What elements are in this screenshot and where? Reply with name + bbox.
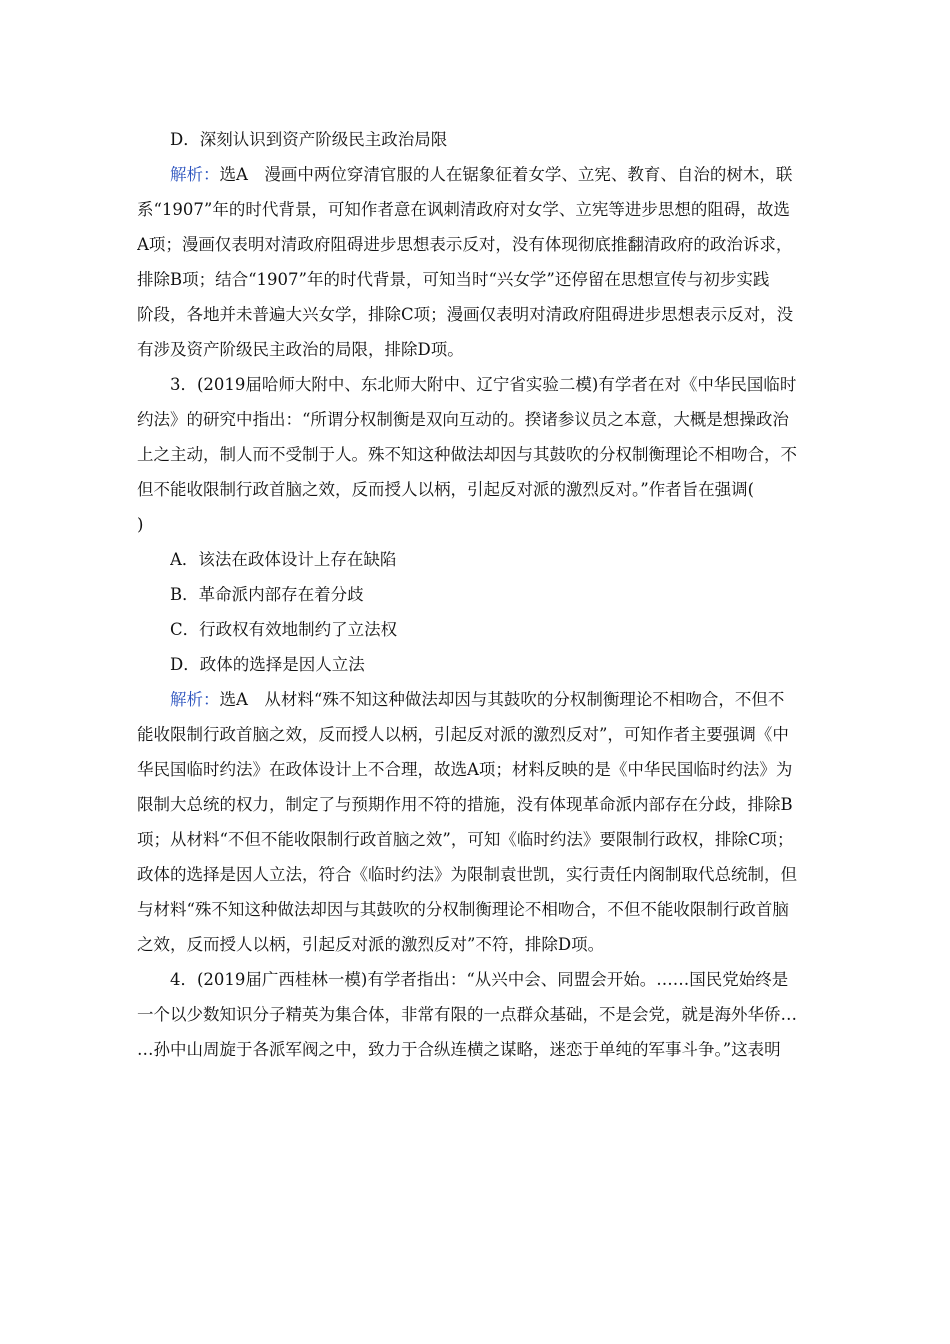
q3-stem-line: 约法》的研究中指出：“所谓分权制衡是双向互动的。揆诸参议员之本意，大概是想操政治 <box>137 410 789 429</box>
q3-stem-line: 3．(2019届哈师大附中、东北师大附中、辽宁省实验二模)有学者在对《中华民国临时 <box>170 375 797 394</box>
analysis-label: 解析： <box>170 690 220 709</box>
q3-stem-line: ) <box>137 515 144 534</box>
q4-stem-line: …孙中山周旋于各派军阀之中，致力于合纵连横之谋略，迷恋于单纯的军事斗争。”这表明 <box>137 1040 781 1059</box>
q2-analysis-line: 系“1907”年的时代背景，可知作者意在讽刺清政府对女学、立宪等进步思想的阻碍，故选 <box>137 200 790 219</box>
q3-analysis-line: 限制大总统的权力，制定了与预期作用不符的措施，没有体现革命派内部存在分歧，排除B <box>137 795 793 814</box>
q2-analysis-line: A项；漫画仅表明对清政府阻碍进步思想表示反对，没有体现彻底推翻清政府的政治诉求， <box>137 235 793 254</box>
q3-option-c: C．行政权有效地制约了立法权 <box>170 620 398 639</box>
q2-analysis-line: 排除B项；结合“1907”年的时代背景，可知当时“兴女学”还停留在思想宣传与初步实践 <box>137 270 770 289</box>
q4-stem-line: 4．(2019届广西桂林一模)有学者指出：“从兴中会、同盟会开始。……国民党始终是 <box>170 970 789 989</box>
q2-option-d: D．深刻认识到资产阶级民主政治局限 <box>170 130 448 149</box>
q2-analysis-line: 阶段，各地并未普遍大兴女学，排除C项；漫画仅表明对清政府阻碍进步思想表示反对，没 <box>137 305 794 324</box>
q3-analysis-line: 华民国临时约法》在政体设计上不合理，故选A项；材料反映的是《中华民国临时约法》为 <box>137 760 793 779</box>
q3-analysis-line: 之效，反而授人以柄，引起反对派的激烈反对”不符，排除D项。 <box>137 935 605 954</box>
q3-analysis-line: 能收限制行政首脑之效，反而授人以柄，引起反对派的激烈反对”，可知作者主要强调《中 <box>137 725 789 744</box>
q3-analysis-line: 政体的选择是因人立法，符合《临时约法》为限制袁世凯，实行责任内阁制取代总统制，但 <box>137 865 797 884</box>
q3-stem-line: 上之主动，制人而不受制于人。殊不知这种做法却因与其鼓吹的分权制衡理论不相吻合，不 <box>137 445 797 464</box>
q3-option-a: A．该法在政体设计上存在缺陷 <box>170 550 397 569</box>
q2-analysis-line: 有涉及资产阶级民主政治的局限，排除D项。 <box>137 340 464 359</box>
q3-analysis-line: 解析：选A 从材料“殊不知这种做法却因与其鼓吹的分权制衡理论不相吻合，不但不 <box>170 690 785 709</box>
q3-analysis-line: 项；从材料“不但不能收限制行政首脑之效”，可知《临时约法》要限制行政权，排除C项； <box>137 830 794 849</box>
analysis-label: 解析： <box>170 165 220 184</box>
q3-option-b: B．革命派内部存在着分歧 <box>170 585 364 604</box>
q3-analysis-line: 与材料“殊不知这种做法却因与其鼓吹的分权制衡理论不相吻合，不但不能收限制行政首脑 <box>137 900 789 919</box>
q2-analysis-line: 解析：选A 漫画中两位穿清官服的人在锯象征着女学、立宪、教育、自治的树木，联 <box>170 165 793 184</box>
q4-stem-line: 一个以少数知识分子精英为集合体，非常有限的一点群众基础，不是会党，就是海外华侨… <box>137 1005 797 1024</box>
q3-stem-line: 但不能收限制行政首脑之效，反而授人以柄，引起反对派的激烈反对。”作者旨在强调( <box>137 480 755 499</box>
q3-option-d: D．政体的选择是因人立法 <box>170 655 365 674</box>
